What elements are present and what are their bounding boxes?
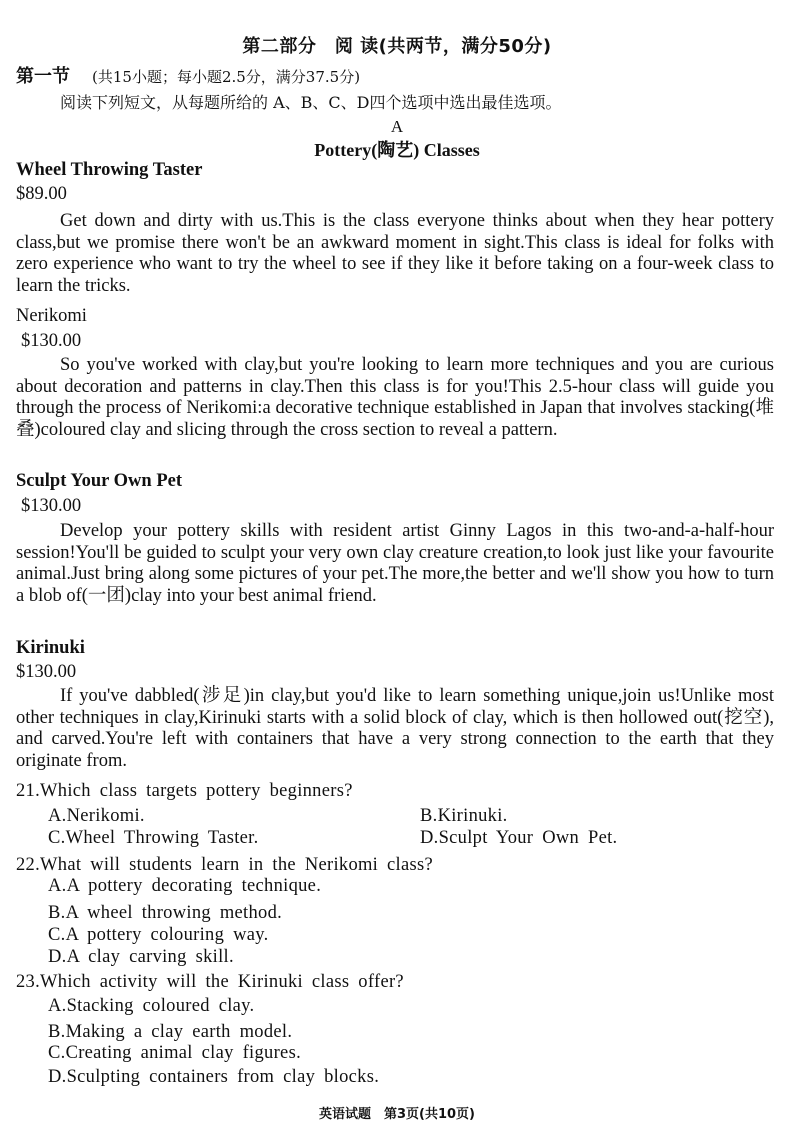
class-heading-sculpt-pet: Sculpt Your Own Pet (16, 471, 183, 491)
question-23-option-d: D.Sculpting containers from clay blocks. (48, 1067, 380, 1087)
question-22-option-a: A.A pottery decorating technique. (48, 876, 322, 896)
question-21-stem: 21.Which class targets pottery beginners? (16, 781, 353, 801)
section-line (16, 62, 360, 88)
question-21-option-b: B.Kirinuki. (420, 806, 508, 826)
question-23-option-a: A.Stacking coloured clay. (48, 996, 255, 1016)
class-description-kirinuki: If you've dabbled(涉足)in clay,but you'd like to learn something unique,join us!Unlike most other techniques in clay,Kirinuki starts with a solid block of clay, which is then hollowed out(挖空), and carved.You're left with containers that have a very strong connection to the earth that they originate from. (16, 686, 774, 772)
part-title: 第二部分 阅 读(共两节，满分50分) (242, 36, 552, 57)
question-22-stem: 22.What will students learn in the Nerikomi class? (16, 855, 434, 875)
question-23-option-c: C.Creating animal clay figures. (48, 1043, 301, 1063)
class-price-sculpt-pet: $130.00 (21, 496, 82, 516)
passage-title: Pottery(陶艺) Classes (314, 140, 480, 160)
question-23-option-b: B.Making a clay earth model. (48, 1022, 293, 1042)
question-23-stem: 23.Which activity will the Kirinuki class offer? (16, 972, 404, 992)
class-description-sculpt-pet: Develop your pottery skills with resident artist Ginny Lagos in this two-and-a-half-hour session!You'll be guided to sculpt your very own clay creature creation,to look just like your favourite animal.Just bring along some pictures of your pet.The more,the better and we'll show you how to turn a blob of(一团)clay into your best animal friend. (16, 521, 774, 607)
section-info: (共15小题；每小题2.5分，满分37.5分) (92, 68, 361, 86)
class-heading-nerikomi: Nerikomi (16, 306, 87, 326)
question-22-option-d: D.A clay carving skill. (48, 947, 234, 967)
class-price-wheel-throwing: $89.00 (16, 184, 67, 204)
question-22-option-c: C.A pottery colouring way. (48, 925, 269, 945)
question-22-option-b: B.A wheel throwing method. (48, 903, 283, 923)
page-footer: 英语试题 第3页(共10页) (318, 1107, 476, 1122)
class-heading-wheel-throwing: Wheel Throwing Taster (16, 160, 203, 180)
instruction: 阅读下列短文，从每题所给的 A、B、C、D四个选项中选出最佳选项。 (60, 93, 562, 112)
question-21-option-d: D.Sculpt Your Own Pet. (420, 828, 618, 848)
class-price-kirinuki: $130.00 (16, 662, 77, 682)
question-21-option-c: C.Wheel Throwing Taster. (48, 828, 259, 848)
section-label: 第一节 (16, 66, 70, 87)
class-description-wheel-throwing: Get down and dirty with us.This is the class everyone thinks about when they hear pottery class,but we promise there won't be an awkward moment in sight.This class is ideal for folks with zero experience who want to try the wheel to see if they like it before taking on a four-week class to learn the tricks. (16, 211, 774, 297)
class-heading-kirinuki: Kirinuki (16, 638, 85, 658)
class-price-nerikomi: $130.00 (21, 331, 82, 351)
question-21-option-a: A.Nerikomi. (48, 806, 145, 826)
class-description-nerikomi: So you've worked with clay,but you're looking to learn more techniques and you are curious about decoration and patterns in clay.Then this class is for you!This 2.5-hour class will guide you through the process of Nerikomi:a decorative technique established in Japan that involves stacking(堆叠)coloured clay and slicing through the cross section to reveal a pattern. (16, 355, 774, 441)
passage-letter: A (390, 117, 404, 136)
